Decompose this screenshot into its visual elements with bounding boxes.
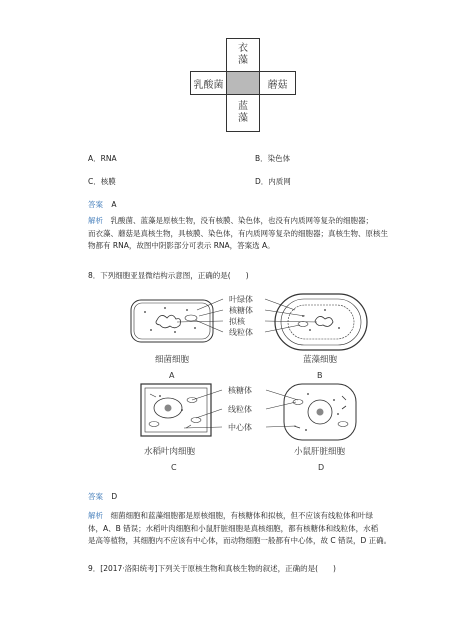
q7-analysis-line1: 乳酸菌、蓝藻是原核生物，没有核膜、染色体，也没有内质网等复杂的细胞器； [110, 216, 373, 225]
mouse-liver-cell-figure [284, 384, 356, 440]
cross-top-char1: 衣 [238, 43, 248, 54]
label-nucleoid: 拟核 [229, 317, 245, 326]
bacterial-cell-figure [131, 300, 213, 342]
cross-bottom-char1: 蓝 [238, 101, 248, 112]
label-ribosome: 核糖体 [229, 306, 253, 315]
q7-option-c: C．核膜 [88, 177, 116, 186]
cross-bottom-cell [226, 94, 260, 132]
q7-option-d: D．内质网 [255, 177, 291, 186]
caption-c: 水稻叶肉细胞 [144, 447, 196, 457]
caption-a: 细菌细胞 [155, 355, 190, 365]
q8-question: 8．下列细胞亚显微结构示意图，正确的是( ) [88, 271, 249, 280]
label-ribosome-cd: 核糖体 [228, 386, 252, 395]
q8-analysis-line1: 细菌细胞和蓝藻细胞都是原核细胞，有核糖体和拟核，但不应该有线粒体和叶绿 [110, 511, 373, 520]
q7-analysis [88, 215, 474, 253]
q8-analysis-label: 解析 [88, 511, 103, 520]
caption-b: 蓝藻细胞 [303, 355, 338, 365]
q7-analysis-label: 解析 [88, 216, 103, 225]
q7-answer-value: A [111, 200, 117, 209]
q7-option-a: A．RNA [88, 154, 117, 163]
q7-analysis-line3: 物都有 RNA，故图中阴影部分可表示 RNA，答案选 A。 [88, 241, 275, 250]
cell-diagrams-ab [125, 288, 370, 383]
letter-b: B [317, 371, 323, 380]
cross-bottom-char2: 藻 [238, 113, 248, 124]
cross-top-char2: 藻 [238, 55, 248, 66]
venn-cross-figure [190, 38, 296, 132]
cyanobacterial-cell-figure [275, 294, 367, 350]
q7-answer [88, 199, 117, 210]
q8-answer-value: D [111, 492, 118, 501]
q8-analysis-line2: 体，A、B 错误；水稻叶肉细胞和小鼠肝脏细胞是真核细胞，都有核糖体和线粒体，水稻 [88, 523, 379, 533]
cross-left-cell [190, 71, 227, 95]
q8-answer-label: 答案 [88, 492, 103, 501]
letter-d: D [318, 463, 325, 472]
letter-a: A [169, 371, 175, 380]
q8-analysis [88, 510, 474, 548]
cross-top-cell [226, 38, 260, 72]
caption-d: 小鼠肝脏细胞 [294, 447, 346, 457]
cell-diagrams-cd [138, 380, 370, 475]
rice-leaf-cell-figure [141, 384, 211, 436]
q8-answer [88, 491, 117, 502]
q8-analysis-line3: 是高等植物，其细胞内不应该有中心体，而动物细胞一般都有中心体，故 C 错误，D 正确。 [88, 536, 392, 545]
cross-right-cell [259, 71, 296, 95]
cross-right-label: 蘑菇 [267, 79, 288, 91]
cross-left-label: 乳酸菌 [193, 79, 224, 91]
label-mitochondrion: 线粒体 [229, 328, 253, 337]
label-chloroplast: 叶绿体 [229, 295, 253, 304]
letter-c: C [171, 463, 177, 472]
q7-option-b: B．染色体 [255, 154, 291, 163]
cross-shaded-center [226, 71, 260, 95]
q7-analysis-line2: 而衣藻、蘑菇是真核生物，具核膜、染色体，有内质网等复杂的细胞器；真核生物、原核生 [88, 228, 388, 238]
label-centrosome: 中心体 [228, 423, 252, 432]
q9-question: 9．[2017·洛阳统考]下列关于原核生物和真核生物的叙述，正确的是( ) [88, 564, 336, 573]
label-mitochondrion-cd: 线粒体 [228, 405, 252, 414]
q7-answer-label: 答案 [88, 200, 103, 209]
